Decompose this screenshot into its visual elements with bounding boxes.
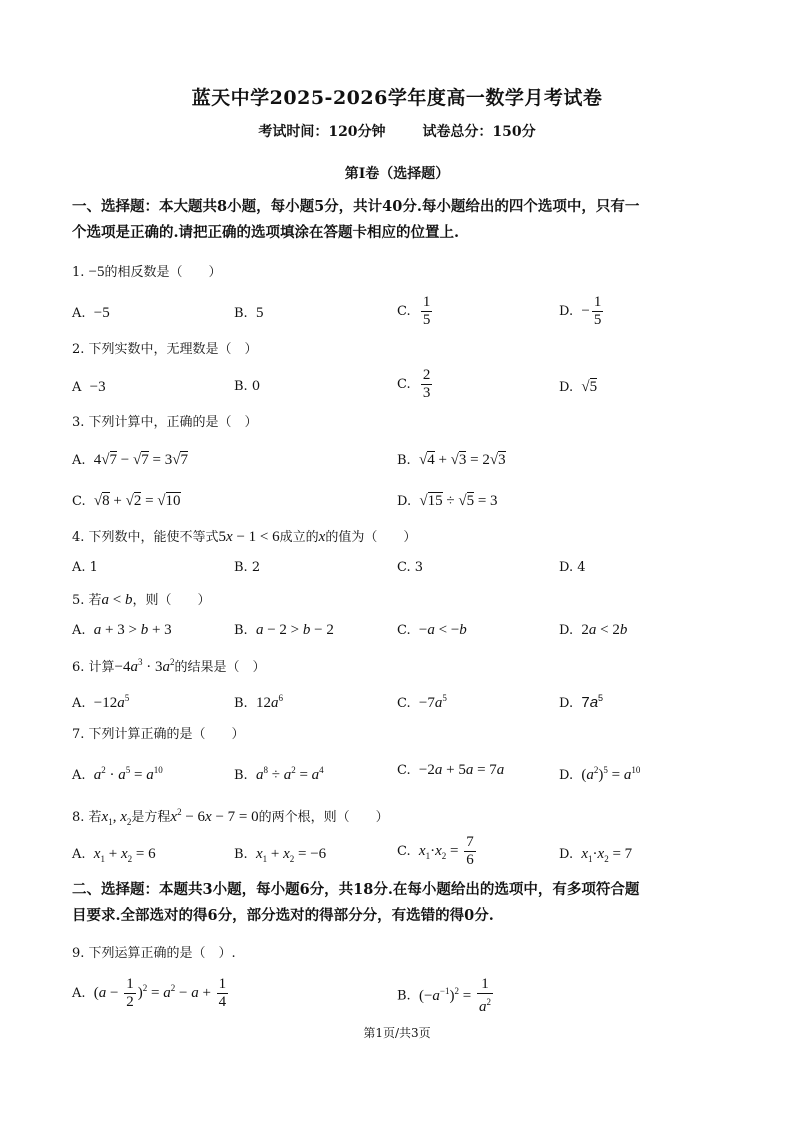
q6-option-b: B. $12a^6$ <box>234 693 283 711</box>
question-8: 8. 若$x_1$, $x_2$是方程$x^2 - 6x - 7 = 0$的两个根，则（ ） <box>72 807 389 827</box>
question-1: 1. −5的相反数是（ ） <box>72 264 222 280</box>
q8-option-d: D. $x_1\cdot x_2 = 7$ <box>559 846 633 864</box>
question-2: 2. 下列实数中，无理数是（ ） <box>72 342 258 357</box>
q4-option-c: C. 3 <box>397 560 424 575</box>
q5-option-b: B. a − 2 > b − 2 <box>234 622 334 638</box>
q2-option-b: B. 0 <box>234 379 261 394</box>
question-9: 9. 下列运算正确的是（ ）. <box>72 946 236 961</box>
question-6: 6. 计算$-4a^3 \cdot 3a^2$的结果是（ ） <box>72 657 266 675</box>
q2-option-c: C. $\frac{2}{3}$ <box>397 367 431 401</box>
page-footer: 第1页/共3页 <box>363 1026 431 1040</box>
q5-option-c: C. −a < −b <box>397 622 467 638</box>
exam-info <box>0 121 794 141</box>
section-two-instructions: 二、选择题：本题共3小题，每小题6分，共18分.在每小题给出的选项中，有多项符合题 目要求.全部选对的得6分，部分选对的得部分分，有选错的得0分. <box>72 881 640 924</box>
q7-option-a: A. $a^2 \cdot a^5 = a^{10}$ <box>72 765 163 783</box>
q8-option-c: C. $x_1\cdot x_2$ = $\frac{7}{6}$ <box>397 834 474 868</box>
q6-option-d: D. $7a^5$ <box>559 693 604 711</box>
q8-option-a: A. $x_1 + x_2 = 6$ <box>72 846 156 864</box>
exam-time: 考试时间：120分钟 <box>258 124 386 140</box>
q3-option-c: C. √8 + √2 = √10 <box>72 493 181 509</box>
q2-option-a: A −3 <box>72 379 106 395</box>
q3-option-a: A. 4√7 − √7 = 3√7 <box>72 452 188 468</box>
q5-option-d: D. 2a < 2b <box>559 622 628 638</box>
q6-option-c: C. $-7a^5$ <box>397 693 447 711</box>
q5-option-a: A. a + 3 > b + 3 <box>72 622 172 638</box>
q1-option-d: D. − $\frac{1}{5}$ <box>559 294 602 328</box>
q7-option-c: C. −2a + 5a = 7a <box>397 762 505 778</box>
q2-option-d: D. √5 <box>559 379 598 395</box>
q9-option-b: B. $(-a^{-1})^2$ = $\frac{1}{a^2}$ <box>397 976 491 1015</box>
q1-option-a: A. −5 <box>72 305 110 321</box>
q3-option-d: D. √15 ÷ √5 = 3 <box>397 493 498 509</box>
part-heading: 第I卷（选择题） <box>344 166 450 182</box>
q1-option-c: C. $\frac{1}{5}$ <box>397 294 431 328</box>
question-7: 7. 下列计算正确的是（ ） <box>72 727 245 742</box>
section-one-instructions: 一、选择题：本大题共8小题，每小题5分，共计40分.每小题给出的四个选项中，只有一 个选项是正确的.请把正确的选项填涂在答题卡相应的位置上. <box>72 198 640 241</box>
exam-title: 蓝天中学2025-2026学年度高一数学月考试卷 <box>191 87 603 109</box>
q7-option-b: B. $a^8 \div a^2 = a^4$ <box>234 765 324 783</box>
q1-option-b: B. 5 <box>234 305 264 321</box>
question-3: 3. 下列计算中，正确的是（ ） <box>72 415 258 430</box>
total-score: 试卷总分：150分 <box>422 124 536 140</box>
q4-option-a: A. 1 <box>72 560 98 575</box>
q6-option-a: A. $-12a^5$ <box>72 693 130 711</box>
question-4: 4. 下列数中，能使不等式5x − 1 < 6成立的x的值为（ ） <box>72 529 417 545</box>
q9-option-a: A. (a − $\frac{1}{2}$ )$^2 = a^2 - a$ + $\frac{1}{4}$ <box>72 976 227 1010</box>
q8-option-b: B. $x_1 + x_2 = -6$ <box>234 846 327 864</box>
q7-option-d: D. $(a^2)^5 = a^{10}$ <box>559 765 641 783</box>
q4-option-b: B. 2 <box>234 560 261 575</box>
question-5: 5. 若a < b，则（ ） <box>72 592 211 608</box>
q3-option-b: B. √4 + √3 = 2√3 <box>397 452 506 468</box>
q4-option-d: D. 4 <box>559 560 586 575</box>
